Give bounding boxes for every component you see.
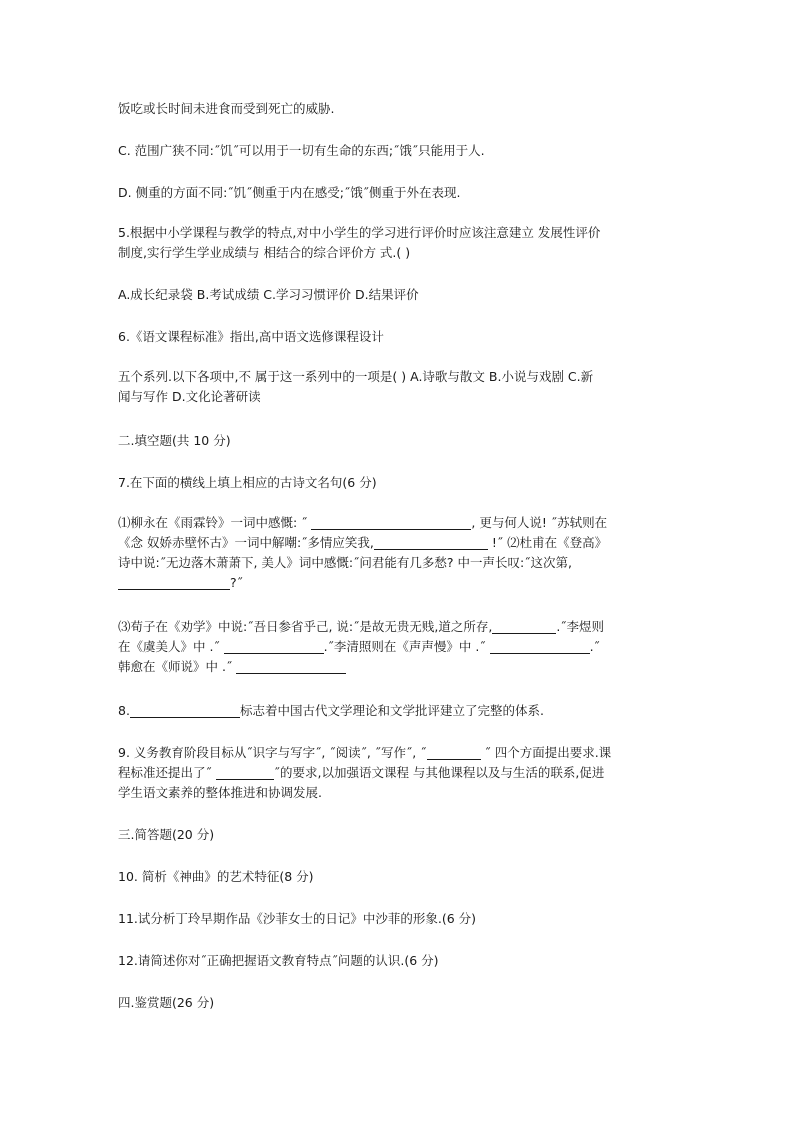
q8-text: 8. [118, 703, 130, 718]
question-7-part-1 [118, 513, 683, 593]
q7-3-text: ⑶荀子在《劝学》中说:˝吾日参省乎己, 说:˝是故无贵无贱,道之所存, [118, 619, 493, 634]
question-11: 11.试分析丁玲早期作品《沙菲女士的日记》中沙菲的形象.(6 分) [118, 911, 477, 926]
answer-blank[interactable] [224, 639, 324, 654]
answer-blank[interactable] [118, 575, 230, 590]
question-6-line-2: 闻与写作 D.文化论著研读 [118, 389, 261, 404]
question-9 [118, 743, 683, 803]
q9-text: 9. 义务教育阶段目标从˝识字与写字˝, ˝阅读˝, ˝写作˝, ˝ [118, 745, 427, 760]
q9-line-3: 学生语文素养的整体推进和协调发展. [118, 785, 322, 800]
q7-3-line-1 [118, 617, 683, 637]
q8-text: 标志着中国古代文学理论和文学批评建立了完整的体系. [239, 703, 544, 718]
q9-text: ˝的要求,以加强语文课程 与其他课程以及与生活的联系,促进 [273, 765, 605, 780]
q7-1-line-2 [118, 533, 683, 553]
q7-3-line-3 [118, 657, 683, 677]
q9-line-1 [118, 743, 683, 763]
question-6-line-1: 五个系列.以下各项中,不 属于这一系列中的一项是( ) A.诗歌与散文 B.小说与戏剧 C.新 [118, 369, 594, 384]
section-4-heading: 四.鉴赏题(26 分) [118, 995, 215, 1010]
q7-3-text: 韩愈在《师说》中 .˝ [118, 659, 237, 674]
answer-blank[interactable] [236, 659, 346, 674]
question-5-line-2: 制度,实行学生学业成绩与 相结合的综合评价方 式.( ) [118, 245, 411, 260]
q7-1-text: ⑴柳永在《雨霖铃》一词中感慨: ˝ [118, 515, 312, 530]
q7-3-text: .˝李清照则在《声声慢》中 .˝ [323, 639, 490, 654]
question-6: 6.《语文课程标准》指出,高中语文选修课程设计 [118, 329, 384, 344]
q7-1-text: 《念 奴娇赤壁怀古》一词中解嘲:˝多情应笑我, [118, 535, 374, 550]
question-5 [118, 223, 683, 263]
q9-line-2 [118, 763, 683, 783]
question-10: 10. 简析《神曲》的艺术特征(8 分) [118, 869, 314, 884]
answer-blank[interactable] [490, 639, 590, 654]
answer-blank[interactable] [311, 515, 471, 530]
question-7-part-3 [118, 617, 683, 677]
q7-1-line-4 [118, 573, 683, 593]
answer-blank[interactable] [492, 619, 556, 634]
q7-1-text: ?˝ [230, 575, 243, 590]
question-5-line-1: 5.根据中小学课程与教学的特点,对中小学生的学习进行评价时应该注意建立 发展性评价 [118, 225, 601, 240]
question-12: 12.请简述你对˝正确把握语文教育特点˝问题的认识.(6 分) [118, 953, 439, 968]
q7-1-text: , 更与何人说! ˝苏轼则在 [471, 515, 608, 530]
text-line: 饭吃或长时间未进食而受到死亡的威胁. [118, 101, 335, 116]
q7-3-text: .˝李煜则 [556, 619, 605, 634]
answer-blank[interactable] [130, 703, 240, 718]
answer-blank[interactable] [216, 765, 274, 780]
q7-1-line-3: 诗中说:˝无边落木萧萧下, 美人》词中感慨:˝问君能有几多愁? 中一声长叹:˝这次第, [118, 555, 572, 570]
q9-text: 程标准还提出了˝ [118, 765, 216, 780]
question-6-body [118, 367, 683, 407]
q7-3-text: .˝ [589, 639, 600, 654]
q7-1-text: !˝ ⑵杜甫在《登高》 [487, 535, 608, 550]
q7-3-text: 在《虞美人》中 .˝ [118, 639, 224, 654]
answer-blank[interactable] [427, 745, 481, 760]
section-3-heading: 三.简答题(20 分) [118, 827, 215, 842]
question-5-options: A.成长纪录袋 B.考试成绩 C.学习习惯评价 D.结果评价 [118, 287, 419, 302]
option-c: C. 范围广狭不同:˝饥˝可以用于一切有生命的东西;˝饿˝只能用于人. [118, 143, 485, 158]
option-d: D. 侧重的方面不同:˝饥˝侧重于内在感受;˝饿˝侧重于外在表现. [118, 185, 461, 200]
question-8 [118, 701, 683, 721]
q7-3-line-2 [118, 637, 683, 657]
q7-1-line-1 [118, 513, 683, 533]
question-7: 7.在下面的横线上填上相应的古诗文名句(6 分) [118, 475, 377, 490]
q9-text: ˝ 四个方面提出要求.课 [480, 745, 612, 760]
section-2-heading: 二.填空题(共 10 分) [118, 433, 231, 448]
answer-blank[interactable] [374, 535, 488, 550]
